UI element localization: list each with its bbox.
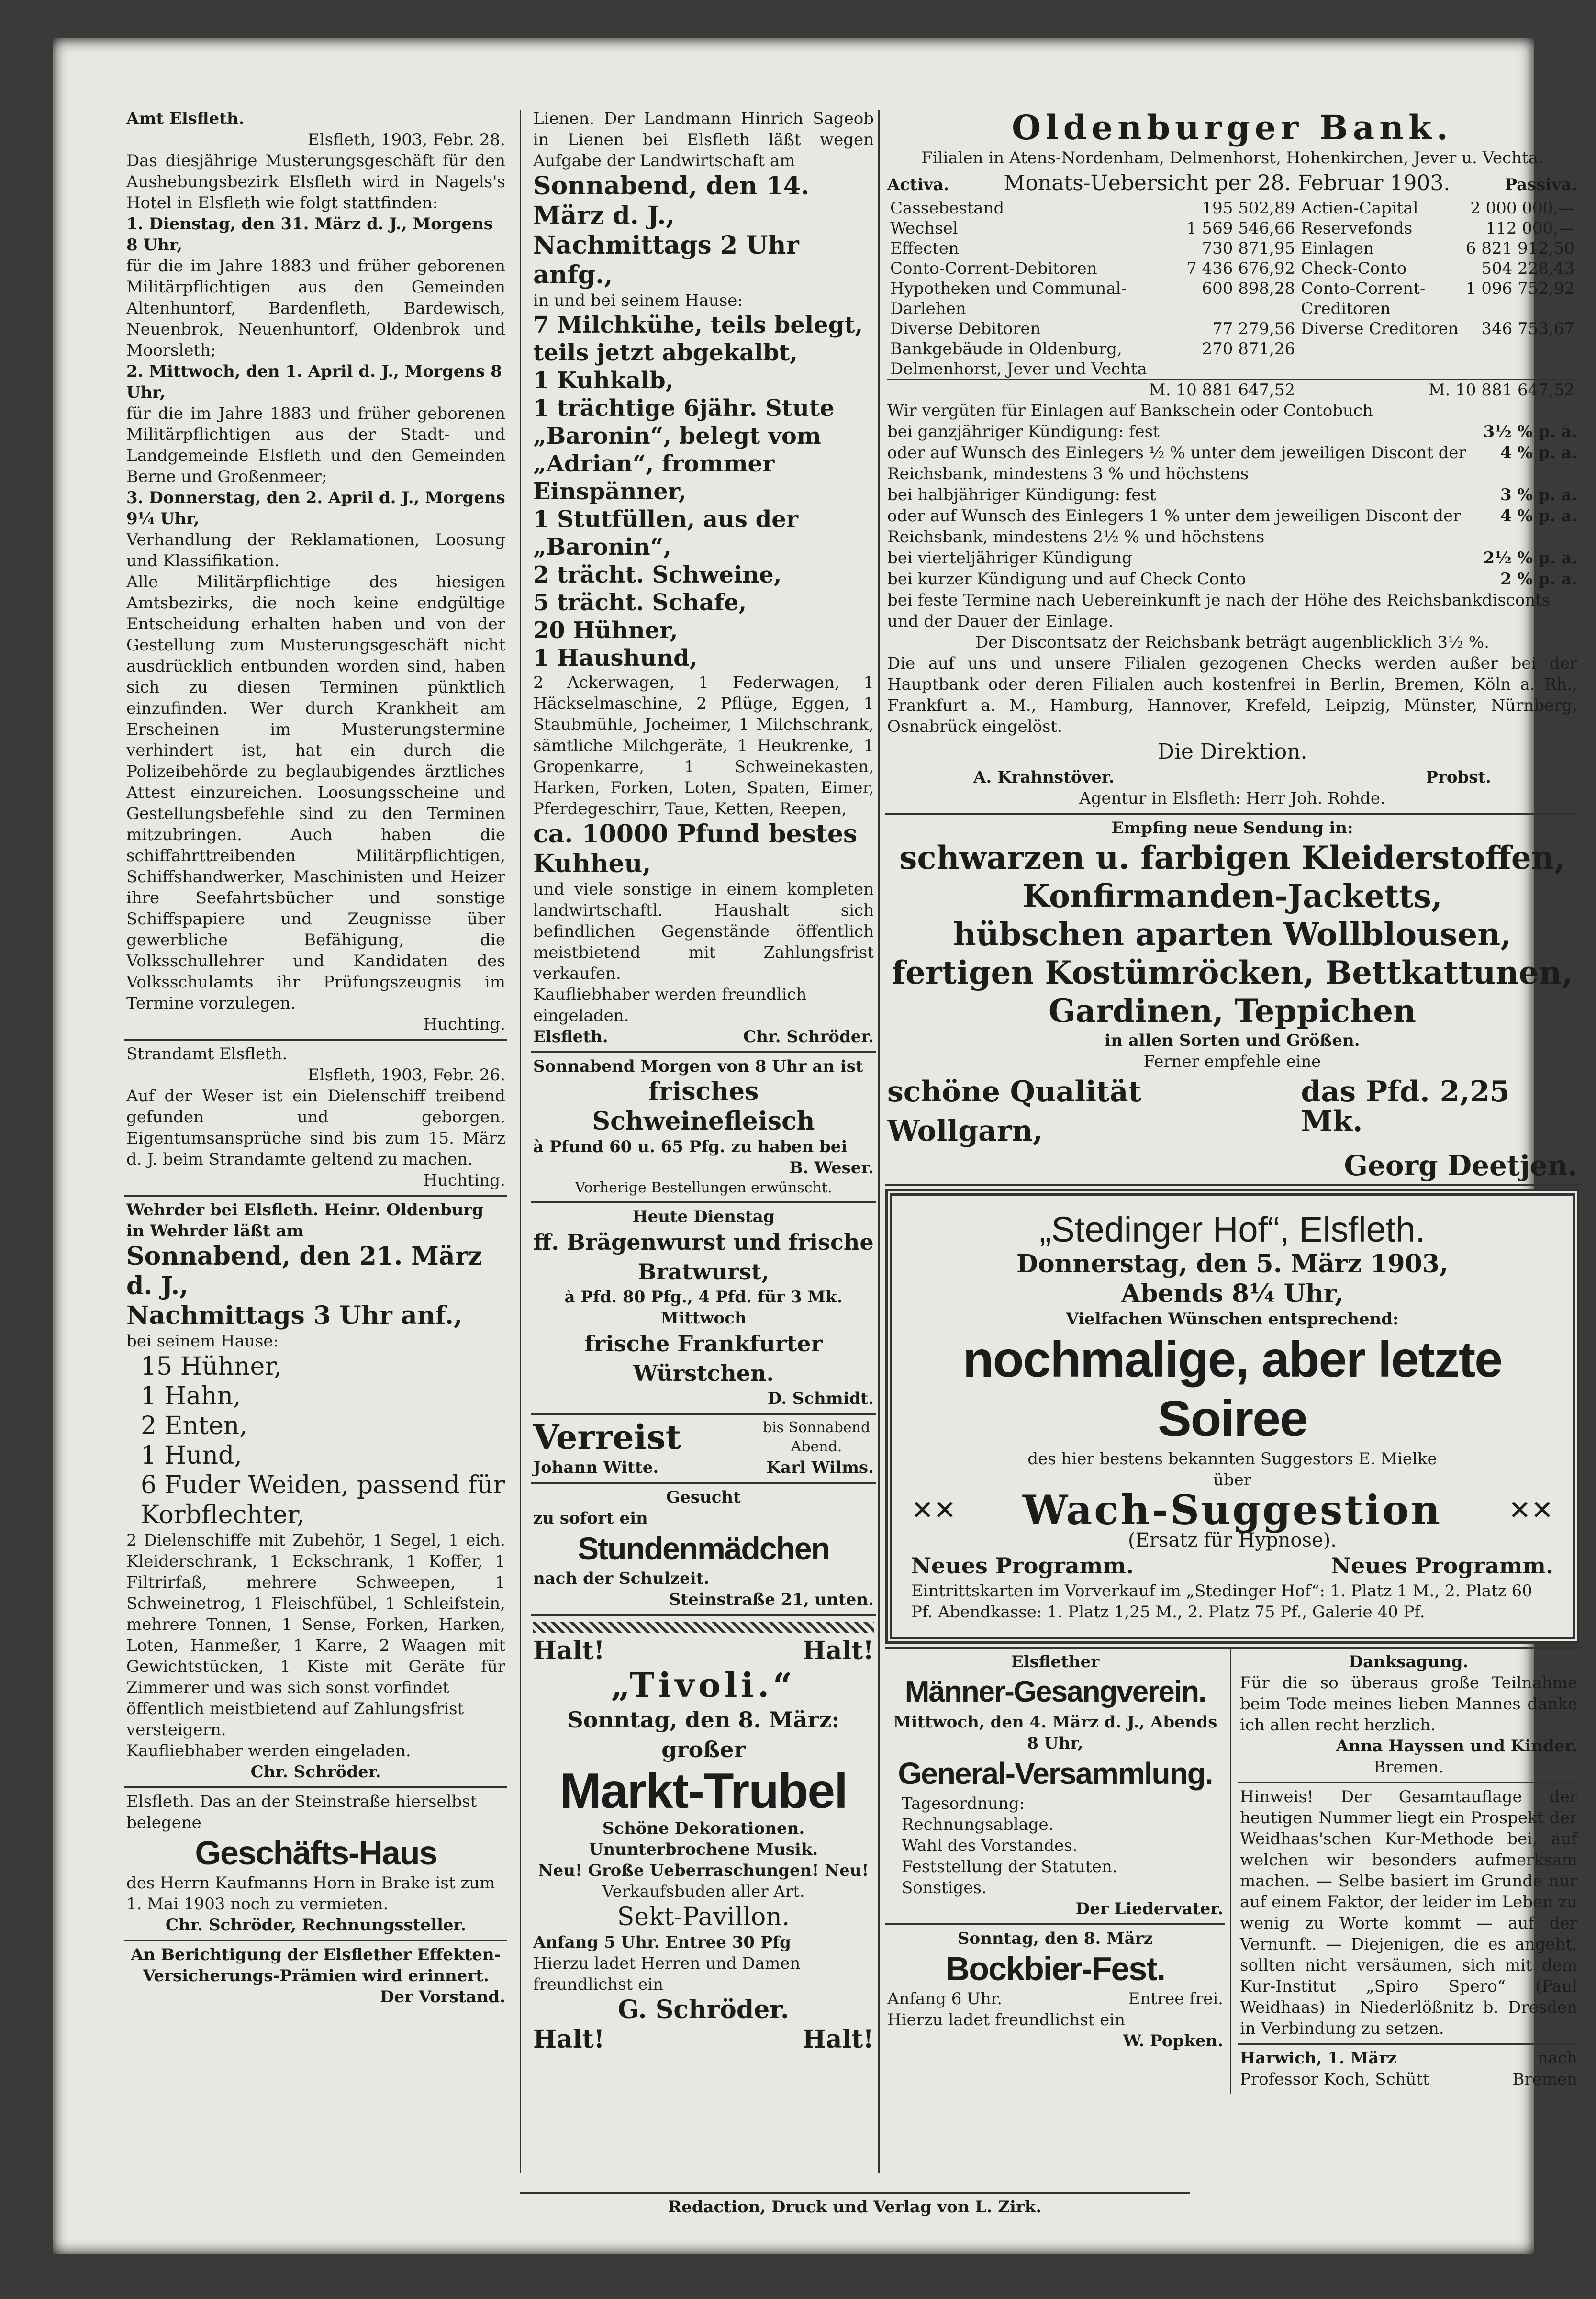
auction-item: 1 trächtige 6jähr. Stute „Baronin“, belegt vom „Adrian“, frommer Einspänner, [533, 395, 835, 505]
auction-intro: Wehrder bei Elsfleth. Heinr. Oldenburg in Wehrder läßt am [126, 1200, 484, 1241]
ad-line: Heute Dienstag [632, 1207, 775, 1226]
auction-invite: Kaufliebhaber werden eingeladen. [126, 1741, 411, 1761]
ad-body: des Herrn Kaufmanns Horn in Brake ist zum 1. Mai 1903 noch zu vermieten. [126, 1873, 495, 1914]
bank-activa-label: Activa. [887, 175, 949, 194]
bank-passiva-item: Conto-Corrent-Creditoren [1301, 279, 1426, 318]
ad-deetjen [885, 815, 1579, 1186]
ad-schmidt [531, 1203, 876, 1415]
ad-date: Mittwoch, den 4. März d. J., Abends 8 Uhr, [893, 1713, 1217, 1753]
bank-signatures [887, 767, 1577, 788]
interest-row [887, 484, 1577, 505]
auction-time: Nachmittags 3 Uhr anf., [126, 1301, 463, 1330]
ad-head: Empfing neue Sendung in: [1111, 819, 1353, 838]
notice-date: Elsfleth, 1903, Febr. 28. [307, 130, 505, 149]
bank-passiva-value [1463, 339, 1577, 380]
interest-row [887, 400, 1577, 421]
ad-title: Stundenmädchen [578, 1531, 829, 1566]
ad-tickets: Eintrittskarten im Vorverkauf im „Stedinger Hof“: 1. Platz 1 M., 2. Platz 60 Pf. Abendkasse: 1. Platz 1,25 M., 2. Platz 75 Pf., Galerie 40 Pf. [911, 1581, 1532, 1622]
auction-date: Sonnabend, den 14. März d. J., [533, 171, 810, 230]
ad-line: hübschen aparten Wollblousen, [953, 916, 1512, 953]
auction-item: 1 Haushund, [533, 645, 698, 672]
interest-rate: 4 % p. a. [1500, 506, 1577, 526]
ad-signature: B. Weser. [789, 1158, 874, 1178]
bank-interest-list [887, 400, 1577, 590]
auction-item: 1 Hund, [141, 1441, 242, 1470]
notice-body: Hinweis! Der Gesamtauflage der heutigen Nummer liegt ein Prospekt der Weidhaas'schen Kur-Methode bei, auf welchen wir besonders aufmerksam machen. — Selbe basiert im Grunde nur auf einem Faktor, der leider im Leben zu wenig zu Worte kommt — auf der Vernunft. — Diejenigen, die es angeht, sollten nicht versäumen, sich mit dem Kur-Institut „Spiro Spero“ (Paul Weidhaas) in Niederlößnitz b. Dresden in Verbindung zu setzen. [1240, 1787, 1577, 2038]
auction-date: Sonnabend, den 21. März d. J., [126, 1242, 482, 1301]
bank-row [887, 238, 1577, 258]
bank-passiva-item: Check-Conto [1301, 259, 1407, 278]
ad-line: Verkaufsbuden aller Art. [602, 1882, 805, 1901]
notice-heading: Strandamt Elsfleth. [126, 1044, 288, 1064]
bank-passiva-item: Actien-Capital [1301, 199, 1418, 218]
ad-topic: Wach-Suggestion [1022, 1486, 1442, 1534]
ad-title: frische Frankfurter Würstchen. [584, 1331, 823, 1386]
bockbier-row [887, 1988, 1223, 2009]
topic-row [911, 1486, 1553, 1534]
ad-price: à Pfund 60 u. 65 Pfg. zu haben bei [533, 1137, 848, 1156]
notice-intro: Das diesjährige Musterungsgeschäft für den Aushebungsbezirk Elsfleth wird in Nagels's Hotel in Elsfleth wie folgt stattfinden: [126, 151, 505, 213]
notice-signature: Der Vorstand. [380, 1987, 505, 2007]
ad-signature: D. Schmidt. [767, 1389, 874, 1408]
bank-fixed: bei feste Termine nach Uebereinkunft je nach der Höhe des Reichsbankdisconts und der Dauer der Einlage. [887, 591, 1551, 631]
interest-row [887, 505, 1577, 548]
schedule-day: 2. Mittwoch, den 1. April d. J., Morgens 8 Uhr, [126, 362, 502, 402]
bank-total-row [887, 380, 1577, 400]
ad-title: Geschäfts-Haus [195, 1834, 437, 1872]
bank-subtitle: Filialen in Atens-Nordenham, Delmenhorst, Hohenkirchen, Jever u. Vechta. [921, 148, 1543, 168]
bank-activa-item: Cassebestand [890, 199, 1004, 218]
ad-line: fertigen Kostümröcken, Bettkattunen, [892, 954, 1573, 991]
ad-price: à Pfd. 80 Pfg., 4 Pfd. für 3 Mk. [564, 1288, 843, 1307]
notice-amt-elsfleth [124, 105, 507, 1041]
program-row [911, 1551, 1553, 1581]
halt-row [533, 2025, 874, 2054]
ad-signature: Georg Deetjen. [1344, 1149, 1577, 1182]
ad-line: schwarzen u. farbigen Kleiderstoffen, [899, 839, 1565, 876]
ad-title: ff. Brägenwurst und frische Bratwurst, [533, 1229, 874, 1285]
notice-date: Elsfleth, 1903, Febr. 26. [307, 1065, 505, 1085]
ad-invite: Hierzu ladet freundlichst ein [887, 2010, 1126, 2030]
bank-passiva-value: 504 228,43 [1481, 259, 1574, 278]
harwich-b: nach [1537, 2049, 1577, 2068]
ad-maennergesangverein [885, 1649, 1225, 1925]
ad-line: Mittwoch [660, 1309, 747, 1328]
auction-lienen [531, 105, 876, 1053]
bank-checks: Die auf uns und unsere Filialen gezogenen Checks werden außer bei der Hauptbank oder deren Filialen auch kostenfrei in Berlin, Bremen, Köln a. Rh., Frankfurt a. M., Hamburg, Hannover, Krefeld, Leipzig, Münster, Nürnberg, Osnabrück eingelöst. [887, 654, 1577, 736]
interest-text: bei vierteljähriger Kündigung [887, 549, 1132, 568]
interest-row [887, 569, 1577, 590]
auction-location: in und bei seinem Hause: [533, 291, 743, 310]
ad-signature: Der Liedervater. [1075, 1899, 1223, 1918]
ad-grosser: großer [661, 1737, 746, 1762]
ad-big: General-Versammlung. [898, 1756, 1213, 1791]
bank-activa-value: 1 569 546,66 [1186, 219, 1295, 238]
bank-row [887, 279, 1577, 319]
auction-body: 2 Ackerwagen, 1 Federwagen, 1 Häckselmaschine, 2 Pflüge, Eggen, 1 Staubmühle, Jocheimer, 1 Milchschrank, sämtliche Milchgeräte, 1 Heukrenke, 1 Gropenkarre, 1 Schweinekasten, Harken, Forken, Loten, Spaten, Eimer, Pferdegeschirr, Taue, Ketten, Reepen, [533, 673, 874, 819]
bank-row [887, 218, 1577, 238]
bank-activa-value: 7 436 676,92 [1186, 259, 1295, 278]
ornament-icon: ✕✕ [1508, 1494, 1553, 1526]
ad-oldenburger-bank [885, 105, 1579, 815]
schedule-text: für die im Jahre 1883 und früher geborenen Militärpflichtigen aus den Gemeinden Altenhuntorf, Bardenfleth, Bardewisch, Neuenbrok, Neuenhuntorf, Oldenbrok und Moorsleth; [126, 257, 505, 360]
notice-signature: Huchting. [423, 1171, 505, 1190]
auction-place: Elsfleth. [533, 1027, 608, 1046]
notice-strandamt [124, 1041, 507, 1197]
ad-address: Steinstraße 21, unten. [669, 1590, 874, 1609]
auction-wehrder [124, 1197, 507, 1788]
bank-row [887, 319, 1577, 339]
bank-activa-value: 730 871,95 [1202, 239, 1295, 258]
bank-row [887, 339, 1577, 380]
auction-signature: Chr. Schröder. [250, 1762, 381, 1782]
schedule-day: 3. Donnerstag, den 2. April d. J., Morgens 9¼ Uhr, [126, 488, 505, 528]
schedule-text: Verhandlung der Reklamationen, Loosung und Klassifikation. [126, 530, 505, 571]
ad-big: nochmalige, aber letzte Soiree [962, 1331, 1502, 1447]
bank-discont: Der Discontsatz der Reichsbank beträgt augenblicklich 3½ %. [975, 633, 1489, 652]
bank-row [887, 198, 1577, 218]
bank-passiva-value: 346 753,67 [1481, 319, 1574, 338]
auction-item: 7 Milchkühe, teils belegt, teils jetzt abgekalbt, [533, 312, 863, 366]
bank-balance-table [887, 198, 1577, 400]
notice-signature: Huchting. [423, 1015, 505, 1034]
bank-passiva-value: 6 821 912,50 [1465, 239, 1574, 258]
ornament-icon: ✕✕ [911, 1494, 956, 1526]
ad-tivoli [531, 1616, 876, 2058]
notice-hinweis [1238, 1783, 1579, 2045]
notice-body: Auf der Weser ist ein Dielenschiff treibend gefunden und geborgen. Eigentumsansprüche sind bis zum 15. März d. J. beim Strandamte geltend zu machen. [126, 1087, 505, 1169]
ad-start: Anfang 6 Uhr. [887, 1989, 1003, 2008]
interest-rate: 4 % p. a. [1500, 443, 1577, 462]
notice-signature: Anna Hayssen und Kinder. [1336, 1737, 1577, 1756]
ad-verreist [531, 1415, 876, 1484]
halt-right: Halt! [802, 2025, 874, 2054]
notice-heading: Danksagung. [1349, 1652, 1469, 1671]
bank-total-right: M. 10 881 647,52 [1298, 380, 1577, 400]
bank-direktion: Die Direktion. [1157, 740, 1307, 764]
ad-signature: G. Schröder. [617, 1995, 790, 2024]
schedule-day: 1. Dienstag, den 31. März d. J., Morgens 8 Uhr, [126, 214, 493, 255]
auction-location: bei seinem Hause: [126, 1332, 279, 1351]
interest-row [887, 442, 1577, 484]
auction-highlight: ca. 10000 Pfund bestes Kuhheu, [533, 819, 858, 878]
notice-body: An Berichtigung der Elsflether Effekten-Versicherungs-Prämien wird erinnert. [131, 1945, 501, 1985]
ad-signature: Johann Witte. [533, 1458, 659, 1477]
bank-activa-item: Conto-Corrent-Debitoren [890, 259, 1097, 278]
verreist-row [533, 1418, 874, 1457]
bank-passiva-item: Reservefonds [1301, 219, 1413, 238]
interest-text: oder auf Wunsch des Einlegers ½ % unter dem jeweiligen Discont der Reichsbank, mindestens 3 % und höchstens [887, 443, 1466, 483]
ad-weser [531, 1053, 876, 1203]
column-3 [885, 105, 1579, 2094]
bank-signature: A. Krahnstöver. [973, 768, 1115, 787]
ad-invite: Hierzu ladet Herren und Damen freundlichst ein [533, 1954, 801, 1994]
auction-signature: Chr. Schröder. [743, 1027, 874, 1046]
auction-item: 2 trächt. Schweine, [533, 561, 782, 588]
ad-program: Neues Programm. [1330, 1553, 1553, 1579]
ad-tail: nach der Schulzeit. [533, 1569, 710, 1588]
notice-heading: Amt Elsfleth. [126, 109, 245, 128]
ad-note: Vorherige Bestellungen erwünscht. [575, 1179, 832, 1196]
agenda-item: Sonstiges. [902, 1878, 987, 1897]
bank-header-row [887, 168, 1577, 198]
ad-line: Konfirmanden-Jacketts, [1022, 877, 1442, 915]
notice-place: Bremen. [1373, 1758, 1444, 1777]
interest-text: oder auf Wunsch des Einlegers 1 % unter dem jeweiligen Discont der Reichsbank, mindestens 2½ % und höchstens [887, 506, 1461, 547]
ad-line: Sonnabend Morgen von 8 Uhr an ist [533, 1057, 863, 1076]
ad-small: Elsflether [1011, 1652, 1100, 1671]
bank-passiva-item [1298, 339, 1463, 380]
ad-start: Anfang 5 Uhr. Entree 30 Pfg [533, 1933, 791, 1952]
column-rule [878, 110, 880, 2173]
ad-line: Gardinen, Teppichen [1048, 992, 1417, 1030]
lower-right [1231, 1649, 1579, 2094]
agenda-item: Wahl des Vorstandes. [902, 1836, 1078, 1855]
ad-pavillon: Sekt-Pavillon. [617, 1903, 790, 1931]
bank-passiva-value: 2 000 000,— [1470, 199, 1574, 218]
bank-activa-item: Wechsel [890, 219, 958, 238]
column-2 [531, 105, 876, 2058]
column-1 [124, 105, 507, 2011]
ad-entree: Entree frei. [1128, 1989, 1223, 2008]
footer [520, 2192, 1190, 2218]
halt-left: Halt! [533, 1636, 605, 1665]
interest-text: bei ganzjähriger Kündigung: fest [887, 422, 1160, 441]
ad-line: Neu! Große Ueberraschungen! Neu! [538, 1861, 869, 1880]
auction-item: 1 Hahn, [141, 1382, 241, 1411]
interest-row [887, 421, 1577, 442]
ad-title: „Tivoli.“ [611, 1665, 796, 1705]
halt-right: Halt! [802, 1636, 874, 1665]
bank-agent: Agentur in Elsfleth: Herr Joh. Rohde. [1079, 789, 1385, 808]
bank-passiva-item: Diverse Creditoren [1301, 319, 1459, 338]
interest-row [887, 548, 1577, 569]
ad-stedinger-hof [885, 1189, 1579, 1644]
ad-geschaeftshaus [124, 1788, 507, 1941]
ad-sizes: in allen Sorten und Größen. [1105, 1031, 1360, 1050]
bank-passiva-value: 112 000,— [1485, 219, 1574, 238]
ad-also: Ferner empfehle eine [1143, 1052, 1321, 1071]
auction-signature-row [533, 1026, 874, 1047]
newspaper-page [53, 38, 1577, 2254]
bank-passiva-value: 1 096 752,92 [1465, 279, 1574, 298]
ad-of: des hier bestens bekannten Suggestors E. Mielke [1027, 1449, 1437, 1469]
auction-invite: Kaufliebhaber werden freundlich eingeladen. [533, 985, 807, 1025]
ad-signature-row [533, 1457, 874, 1478]
harwich-row [1240, 2069, 1577, 2090]
ad-time: Abends 8¼ Uhr, [1121, 1279, 1344, 1308]
ad-title: Bockbier-Fest. [945, 1950, 1165, 1987]
ad-signature: Chr. Schröder, Rechnungssteller. [165, 1916, 467, 1935]
bank-row [887, 258, 1577, 279]
interest-text: bei kurzer Kündigung und auf Check Conto [887, 570, 1246, 589]
agenda-item: Rechnungsablage. [902, 1815, 1054, 1834]
ad-date: Sonntag, den 8. März [957, 1929, 1153, 1948]
harwich-c: Professor Koch, Schütt [1240, 2070, 1429, 2089]
agenda-item: Feststellung der Statuten. [902, 1857, 1117, 1876]
ad-title: frisches Schweinefleisch [592, 1077, 815, 1136]
ad-ueber: über [1213, 1470, 1252, 1490]
interest-text: bei halbjähriger Kündigung: fest [887, 485, 1156, 505]
harwich-a: Harwich, 1. März [1240, 2049, 1397, 2068]
ad-wool: schöne Qualität Wollgarn, [887, 1075, 1142, 1148]
bank-activa-item: Effecten [890, 239, 959, 258]
wool-row [887, 1072, 1577, 1151]
auction-item: 1 Stutfüllen, aus der „Baronin“, [533, 506, 799, 561]
bank-activa-item: Bankgebäude in Oldenburg, Delmenhorst, Jever und Vechta [890, 339, 1147, 379]
ad-program: Neues Programm. [911, 1553, 1134, 1579]
ad-line: Schöne Dekorationen. [602, 1819, 805, 1838]
schedule-text: für die im Jahre 1883 und früher geborenen Militärpflichtigen aus der Stadt- und Landgemeinde Elsfleth und den Gemeinden Berne und Großenmeer; [126, 404, 505, 486]
halt-row [533, 1636, 874, 1666]
lower-left [885, 1649, 1231, 2094]
ad-signature: W. Popken. [1123, 2031, 1223, 2051]
ad-intro: Elsfleth. Das an der Steinstraße hierselbst belegene [126, 1792, 477, 1832]
notice-body: Alle Militärpflichtige des hiesigen Amtsbezirks, die noch keine endgültige Entscheidung erhalten haben und von der Gestellung zum Musterungsgeschäft nicht ausdrücklich entbunden worden sind, haben sich zu diesen Terminen pünktlich einzufinden. Wer durch Krankheit am Erscheinen im Musterungstermine verhindert ist, hat ein durch die Polizeibehörde zu beglaubigendes ärztliches Attest einzureichen. Loosungsscheine und Gestellungsbefehle sind zu den Terminen mitzubringen. Auch haben die schiffahrttreibenden Militärpflichtigen, Schiffshandwerker, Maschinisten und Heizer ihre Seefahrtsbücher und sonstige Schiffspapiere und Zeugnisse über gewerbliche Befähigung, die Volksschullehrer und Kandidaten des Volksschulamts ihr Prüfungszeugnis im Termine vorzulegen. [126, 572, 505, 1013]
ad-gesucht [531, 1484, 876, 1616]
lower-split [885, 1647, 1579, 2094]
ad-date: Sonntag, den 8. März: [567, 1707, 840, 1733]
ad-wish: Vielfachen Wünschen entsprechend: [1066, 1310, 1399, 1329]
auction-intro: Lienen. Der Landmann Hinrich Sageob in Lienen bei Elsfleth läßt wegen Aufgabe der Landwirtschaft am [533, 109, 874, 170]
bank-title: Oldenburger Bank. [1012, 108, 1453, 147]
ornament-border [533, 1622, 874, 1633]
ad-line: Ununterbrochene Musik. [589, 1840, 818, 1859]
bank-activa-item: Hypotheken und Communal-Darlehen [890, 279, 1127, 318]
bank-activa-value: 77 279,56 [1212, 319, 1295, 338]
notice-body: Für die so überaus große Teilnahme beim Tode meines lieben Mannes danke ich allen recht herzlich. [1240, 1673, 1577, 1735]
harwich-row [1240, 2048, 1577, 2069]
ad-date: Donnerstag, den 5. März 1903, [1016, 1249, 1449, 1278]
bank-statement-head: Monats-Uebersicht per 28. Februar 1903. [1004, 171, 1451, 195]
interest-rate: 2½ % p. a. [1483, 549, 1577, 568]
ad-bockbier [885, 1925, 1225, 2055]
ad-head: Gesucht [666, 1488, 741, 1507]
footer-imprint: Redaction, Druck und Verlag von L. Zirk. [668, 2198, 1042, 2217]
ad-line: zu sofort ein [533, 1509, 648, 1528]
column-rule [520, 110, 521, 2173]
halt-left: Halt! [533, 2025, 605, 2054]
auction-time: Nachmittags 2 Uhr anfg., [533, 231, 799, 290]
auction-item: 15 Hühner, [141, 1352, 282, 1381]
auction-tail: öffentlich meistbietend auf Zahlungsfrist versteigern. [126, 1699, 464, 1739]
ad-title: Männer-Gesangverein. [904, 1675, 1206, 1708]
ad-big: Markt-Trubel [559, 1763, 848, 1819]
auction-item: 1 Kuhkalb, [533, 367, 674, 394]
bank-signature: Probst. [1426, 768, 1491, 787]
bank-passiva-label: Passiva. [1505, 175, 1577, 194]
interest-text: Wir vergüten für Einlagen auf Bankschein oder Contobuch [887, 401, 1373, 420]
auction-body: 2 Dielenschiffe mit Zubehör, 1 Segel, 1 eich. Kleiderschrank, 1 Eckschrank, 1 Koffer, 1 Filtrirfaß, mehrere Schweepen, 1 Schweinetrog, 1 Fleischfübel, 1 Schleifstein, mehrere Tonnen, 1 Sense, Forken, Harken, Loten, Hanmeßer, 1 Karre, 2 Waagen mit Gewichtstücken, 1 Kiste mit Geräte für Zimmerer und was sich sonst vorfindet [126, 1531, 505, 1697]
ad-title: Verreist [533, 1417, 681, 1457]
auction-item: 5 trächt. Schafe, [533, 589, 747, 616]
agenda-head: Tagesordnung: [902, 1794, 1025, 1813]
bank-activa-value: 600 898,28 [1202, 279, 1295, 298]
bank-passiva-item: Einlagen [1301, 239, 1374, 258]
bank-activa-item: Diverse Debitoren [890, 319, 1041, 338]
ad-signature: Karl Wilms. [766, 1458, 874, 1477]
ad-title: „Stedinger Hof“, Elsfleth. [1039, 1210, 1426, 1249]
notice-danksagung [1238, 1649, 1579, 1783]
auction-item: 20 Hühner, [533, 617, 678, 644]
bank-total-left: M. 10 881 647,52 [887, 380, 1298, 400]
auction-item: 2 Enten, [141, 1412, 247, 1440]
interest-rate: 3½ % p. a. [1483, 422, 1577, 441]
interest-rate: 3 % p. a. [1500, 485, 1577, 505]
ad-price: das Pfd. 2,25 Mk. [1301, 1075, 1510, 1138]
bank-activa-value: 270 871,26 [1202, 339, 1295, 359]
notice-harwich [1238, 2045, 1579, 2094]
interest-rate: 2 % p. a. [1500, 570, 1577, 589]
notice-vorstand [124, 1941, 507, 2011]
auction-item: 6 Fuder Weiden, passend für Korbflechter, [141, 1471, 505, 1529]
ad-ersatz: (Ersatz für Hypnose). [1127, 1529, 1337, 1551]
ad-until: bis Sonnabend Abend. [762, 1419, 871, 1455]
bank-activa-value: 195 502,89 [1202, 199, 1295, 218]
auction-tail: und viele sonstige in einem kompleten landwirtschaftl. Haushalt sich befindlichen Gegenstände öffentlich meistbietend mit Zahlungsfrist verkaufen. [533, 880, 874, 983]
harwich-d: Bremen [1512, 2070, 1577, 2089]
